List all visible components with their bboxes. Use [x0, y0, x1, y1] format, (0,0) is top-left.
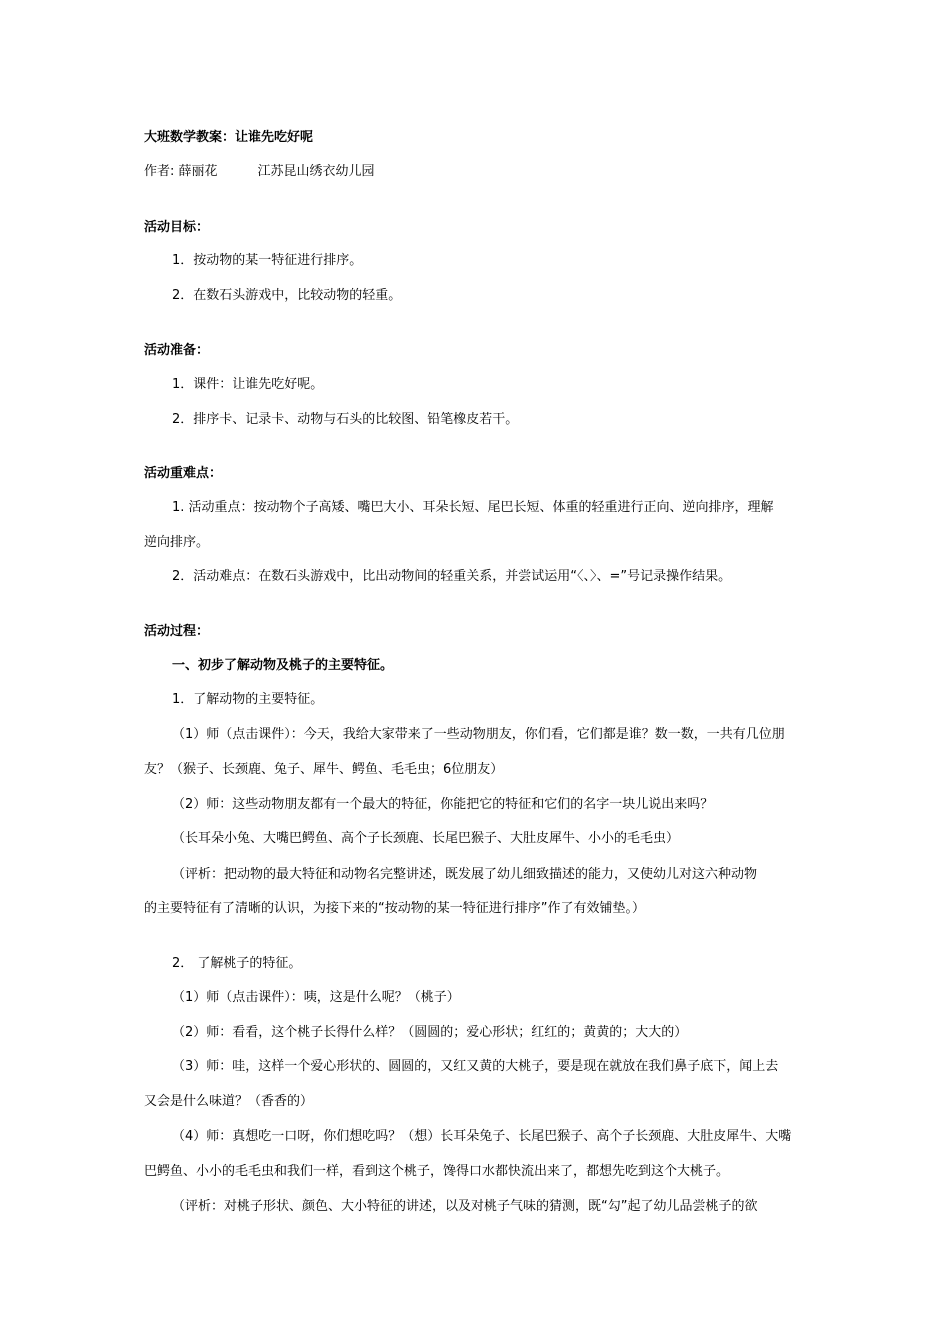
keypoints-heading: 活动重难点：	[144, 466, 223, 481]
paragraph-1-line-2: 友？（猴子、长颈鹿、兔子、犀牛、鳄鱼、毛毛虫；6位朋友）	[144, 762, 504, 777]
author-line	[144, 163, 375, 181]
prep-item-1: 1．课件：让谁先吃好呢。	[172, 377, 324, 392]
goal-item-1: 1．按动物的某一特征进行排序。	[172, 253, 363, 268]
comment-1-line-1: （评析：把动物的最大特征和动物名完整讲述，既发展了幼儿细致描述的能力，又使幼儿对这六种动物	[172, 867, 758, 882]
goal-item-2: 2．在数石头游戏中，比较动物的轻重。	[172, 288, 402, 303]
question-4-line-2: 巴鳄鱼、小小的毛毛虫和我们一样，看到这个桃子，馋得口水都快流出来了，都想先吃到这个大桃子。	[144, 1164, 730, 1179]
goals-heading: 活动目标：	[144, 220, 210, 235]
prep-item-2: 2．排序卡、记录卡、动物与石头的比较图、铅笔橡皮若干。	[172, 412, 519, 427]
document-title: 大班数学教案：让谁先吃好呢	[144, 130, 314, 145]
process-section-1: 一、初步了解动物及桃子的主要特征。	[172, 658, 394, 673]
question-4-line-1: （4）师：真想吃一口呀，你们想吃吗？（想）长耳朵兔子、长尾巴猴子、高个子长颈鹿、大肚皮犀牛、大嘴	[172, 1129, 792, 1144]
keypoint-item-1-line-1: 1. 活动重点：按动物个子高矮、嘴巴大小、耳朵长短、尾巴长短、体重的轻重进行正向、逆向排序，理解	[172, 500, 774, 515]
prep-heading: 活动准备：	[144, 343, 210, 358]
question-2: （2）师：看看，这个桃子长得什么样？（圆圆的；爱心形状；红红的；黄黄的；大大的）	[172, 1025, 688, 1040]
keypoint-item-2: 2．活动难点：在数石头游戏中，比出动物间的轻重关系，并尝试运用“〈、〉、=”号记录操作结果。	[172, 569, 732, 584]
paragraph-2: （2）师：这些动物朋友都有一个最大的特征，你能把它的特征和它们的名字一块儿说出来吗？	[172, 797, 714, 812]
question-1: （1）师（点击课件）：咦，这是什么呢？（桃子）	[172, 990, 460, 1005]
paragraph-2-answer: （长耳朵小兔、大嘴巴鳄鱼、高个子长颈鹿、长尾巴猴子、大肚皮犀牛、小小的毛毛虫）	[172, 831, 680, 846]
keypoint-item-1-line-2: 逆向排序。	[144, 535, 210, 550]
process-sub-1: 1．了解动物的主要特征。	[172, 692, 324, 707]
author-organization: 江苏昆山绣衣幼儿园	[257, 164, 375, 179]
comment-2-line-1: （评析：对桃子形状、颜色、大小特征的讲述，以及对桃子气味的猜测，既“勾”起了幼儿品尝桃子的欲	[172, 1199, 758, 1214]
process-sub-2: 2． 了解桃子的特征。	[172, 956, 302, 971]
question-3-line-2: 又会是什么味道？（香香的）	[144, 1094, 314, 1109]
question-3-line-1: （3）师：哇，这样一个爱心形状的、圆圆的，又红又黄的大桃子，要是现在就放在我们鼻子底下，闻上去	[172, 1059, 779, 1074]
author-name: 作者: 薛丽花	[144, 164, 218, 179]
process-heading: 活动过程：	[144, 624, 210, 639]
paragraph-1-line-1: （1）师（点击课件）：今天，我给大家带来了一些动物朋友，你们看，它们都是谁？数一数，一共有几位朋	[172, 727, 785, 742]
comment-1-line-2: 的主要特征有了清晰的认识，为接下来的“按动物的某一特征进行排序”作了有效铺垫。）	[144, 901, 645, 916]
